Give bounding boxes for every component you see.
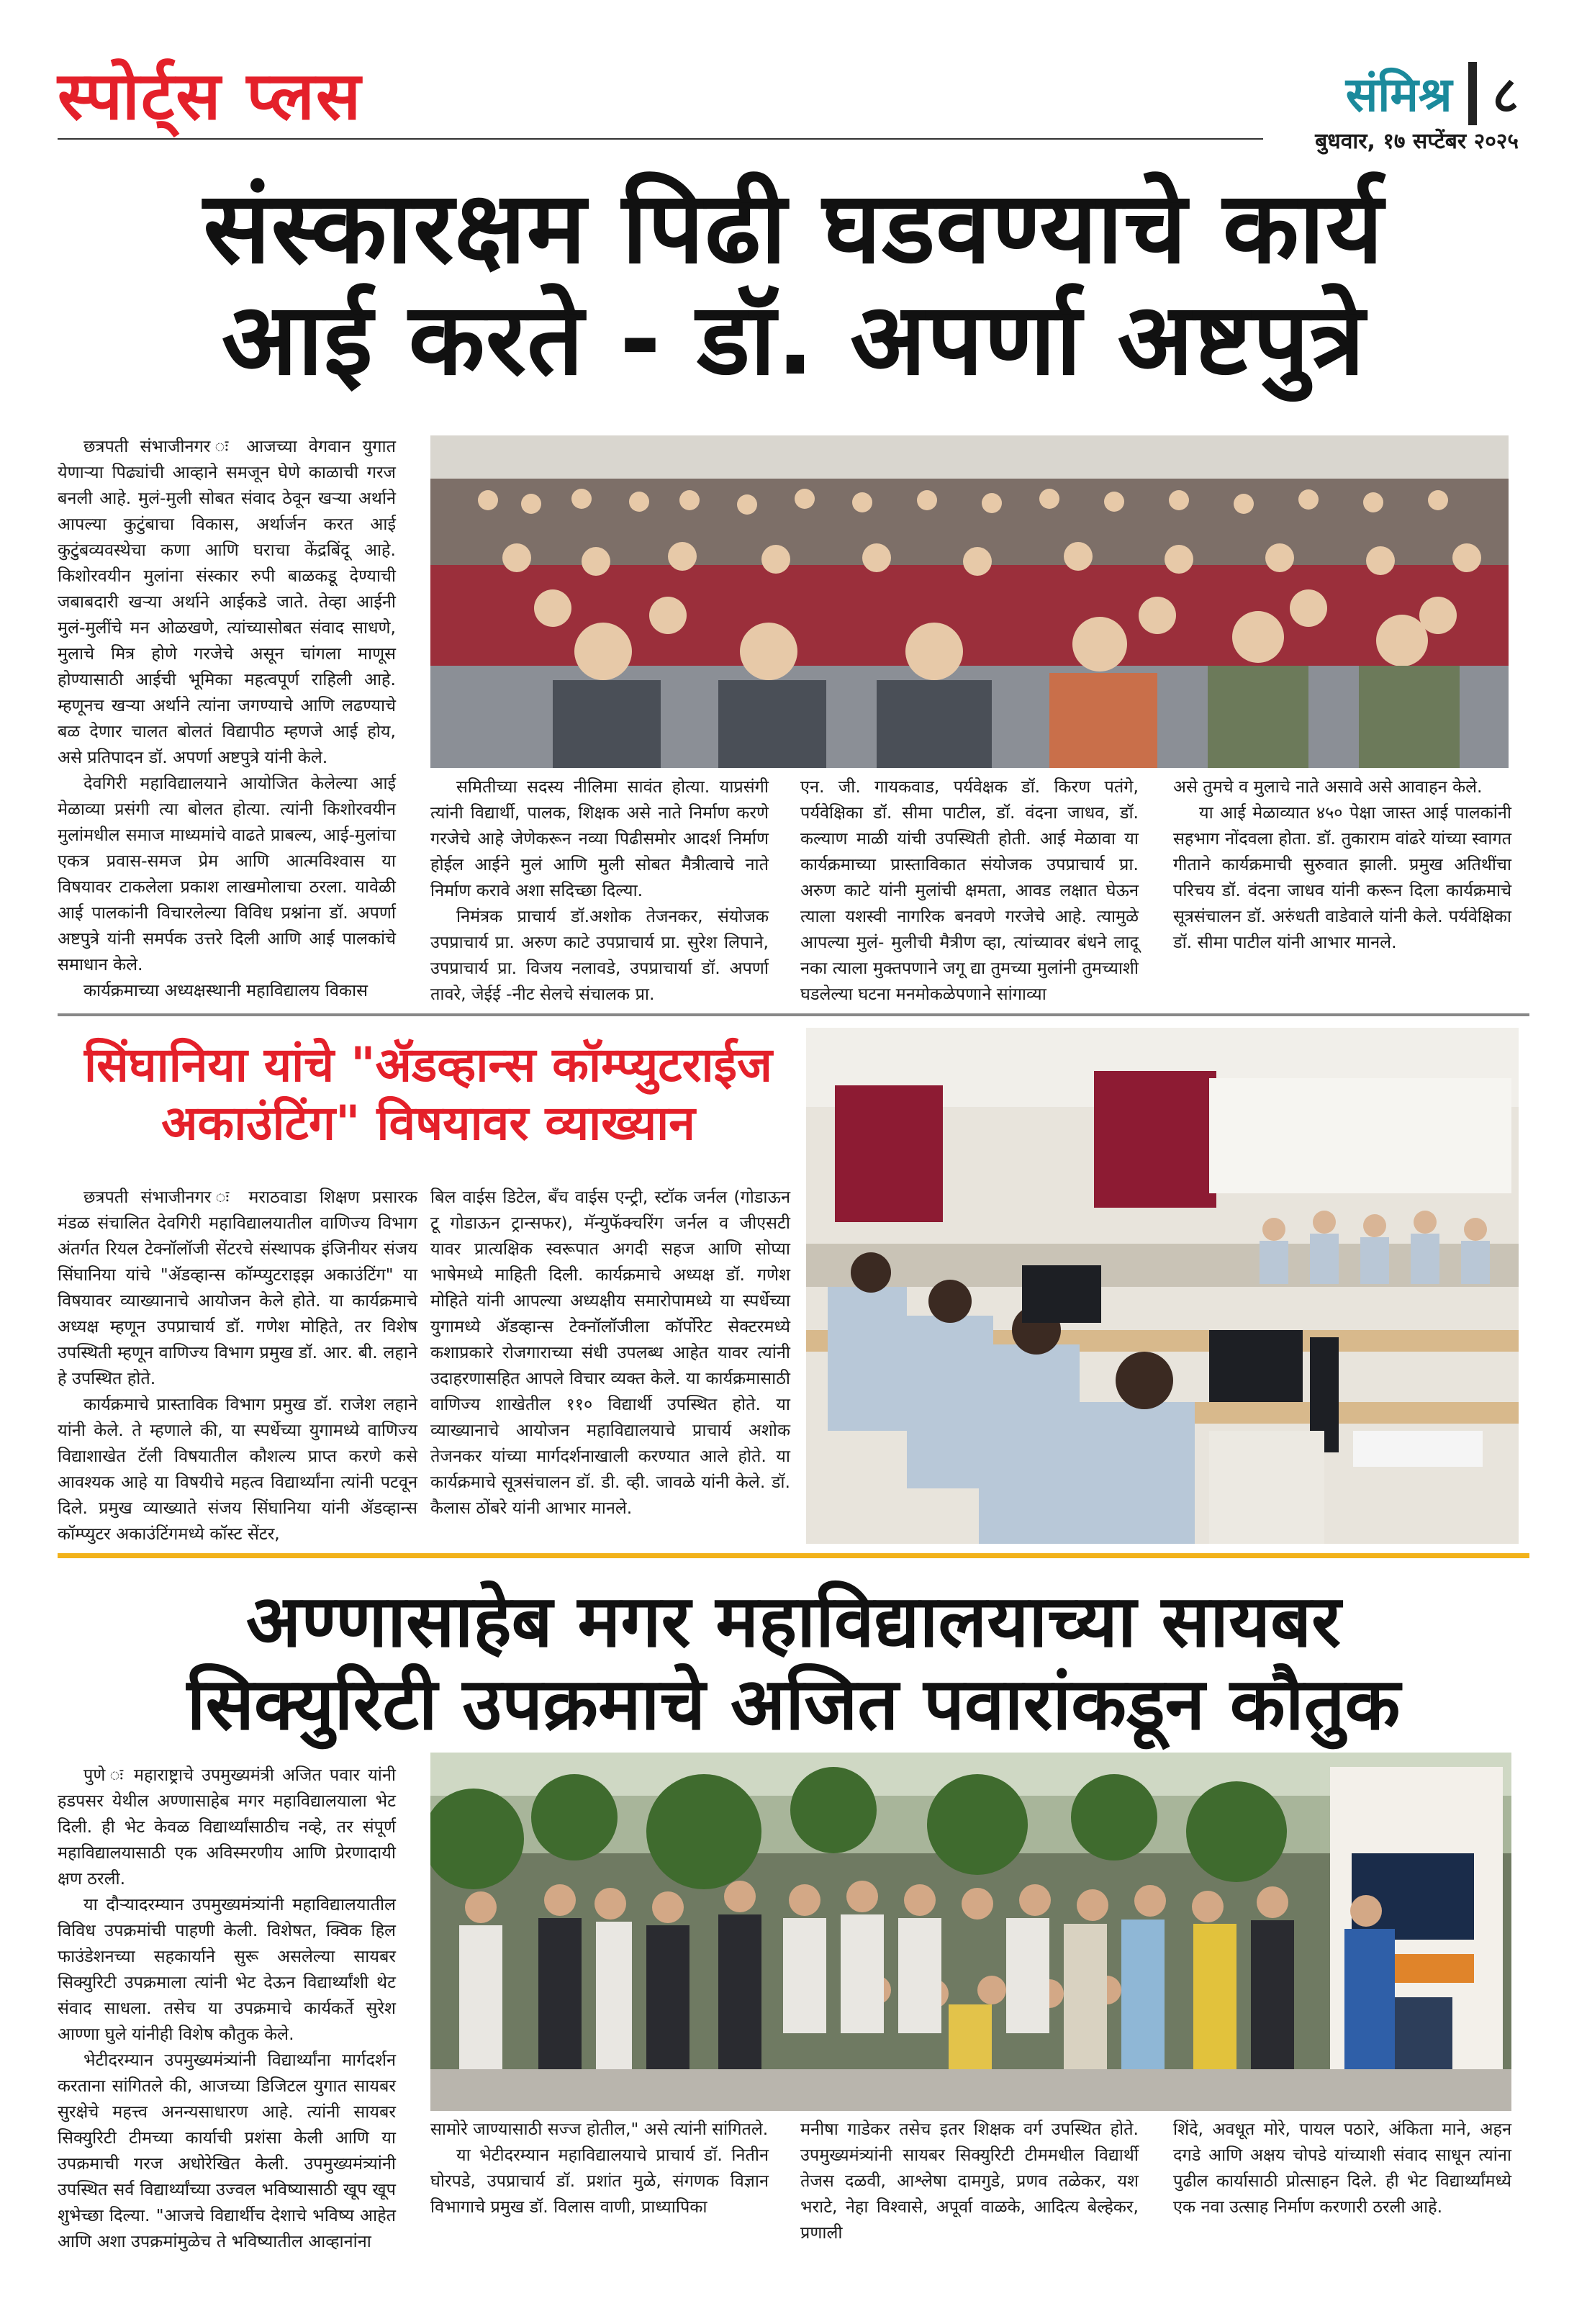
masthead-brand	[1346, 60, 1519, 130]
article2-column-1	[58, 1184, 417, 1547]
computer-lab-photo-illustration	[806, 1028, 1519, 1544]
article1-paragraph: समितीच्या सदस्य नीलिमा सावंत होत्या. याप्रसंगी त्यांनी विद्यार्थी, पालक, शिक्षक असे नाते निर्माण करणे गरजेचे आहे जेणेकरून नव्या पिढीसमोर आदर्श निर्माण होईल आईने मुलं आणि मुली सोबत मैत्रीत्वाचे नाते निर्माण करावे अशा सदिच्छा दिल्या.	[430, 777, 769, 900]
article1-paragraph: कार्यक्रमाच्या अध्यक्षस्थानी महाविद्यालय विकास	[83, 980, 368, 1000]
article1-paragraph: या आई मेळाव्यात ४५० पेक्षा जास्त आई पालकांनी सहभाग नोंदवला होता. डॉ. तुकाराम वांढरे यांच्या स्वागत गीताने कार्यक्रमाची सुरुवात झाली. प्रमुख अतिथींचा परिचय डॉ. वंदना जाधव यांनी करून दिला कार्यक्रमाचे सूत्रसंचालन डॉ. अरुंधती वाडेवाले यांनी केले. पर्यवेक्षिका डॉ. सीमा पाटील यांनी आभार मानले.	[1173, 802, 1511, 952]
article1-paragraph: निमंत्रक प्राचार्य डॉ.अशोक तेजनकर, संयोजक उपप्राचार्य प्रा. अरुण काटे उपप्राचार्य प्रा. सुरेश लिपाने, उपप्राचार्य प्रा. विजय नलावडे, उपप्राचार्या डॉ. अपर्णा तावरे, जेईई -नीट सेलचे संचालक प्रा.	[430, 906, 769, 1004]
article2-paragraph: कार्यक्रमाचे प्रास्ताविक विभाग प्रमुख डॉ. राजेश लहाने यांनी केले. ते म्हणाले की, या स्पर्धेच्या युगामध्ये वाणिज्य विद्याशाखेत टॅली विषयातील कौशल्य प्राप्त करणे कसे आवश्यक आहे या विषयीचे महत्व विद्यार्थ्यांना त्यांनी पटवून दिले. प्रमुख व्याख्याते संजय सिंघानिया यांनी ॲडव्हान्स कॉम्प्युटर अकाउंटिंगमध्ये कॉस्ट सेंटर,	[58, 1394, 417, 1544]
section-divider	[58, 1013, 1529, 1016]
article2-paragraph: बिल वाईस डिटेल, बँच वाईस एन्ट्री, स्टॉक जर्नल (गोडाऊन टू गोडाऊन ट्रान्सफर), मॅन्युफॅक्चरिंग जर्नल व जीएसटी यावर प्रात्यक्षिक स्वरूपात अगदी सहज आणि सोप्या भाषेमध्ये माहिती दिली. कार्यक्रमाचे अध्यक्ष डॉ. गणेश मोहिते यांनी आपल्या अध्यक्षीय समारोपामध्ये या स्पर्धेच्या युगामध्ये ॲडव्हान्स टेक्नॉलॉजीला कॉर्पोरेट सेक्टरमध्ये कशाप्रकारे रोजगाराच्या संधी उपलब्ध आहेत यावर त्यांनी उदाहरणासहित आपले विचार व्यक्त केले. या कार्यक्रमासाठी वाणिज्य शाखेतील ११० विद्यार्थी उपस्थित होते. या व्याख्यानाचे आयोजन महाविद्यालयाचे प्राचार्य अशोक तेजनकर यांच्या मार्गदर्शनाखाली करण्यात आले होते. या कार्यक्रमाचे सूत्रसंचालन डॉ. डी. व्ही. जावळे यांनी केले. डॉ. कैलास ठोंबरे यांनी आभार मानले.	[430, 1187, 790, 1518]
audience-photo-illustration	[430, 435, 1509, 768]
article3-headline-line1: अण्णासाहेब मगर महाविद्यालयाच्या सायबर	[245, 1579, 1342, 1663]
article3-paragraph: पुणे ः महाराष्ट्राचे उपमुख्यमंत्री अजित पवार यांनी हडपसर येथील अण्णासाहेब मगर महाविद्यालयाला भेट दिली. ही भेट केवळ विद्यार्थ्यांसाठीच नव्हे, तर संपूर्ण महाविद्यालयासाठी एक अविस्मरणीय आणि प्रेरणादायी क्षण ठरली.	[58, 1765, 396, 1889]
article2-headline-line1: सिंघानिया यांचे "ॲडव्हान्स कॉम्प्युटराईज	[83, 1037, 773, 1093]
brand-divider	[1468, 62, 1477, 128]
article1-paragraph: देवगिरी महाविद्यालयाने आयोजित केलेल्या आई मेळाव्या प्रसंगी त्या बोलत होत्या. त्यांनी किशोरवयीन मुलांमधील समाज माध्यमांचे वाढते प्राबल्य, आई-मुलांचा एकत्र प्रवास-समज प्रेम आणि आत्मविश्वास या विषयावर टाकलेला प्रकाश लाखमोलाचा ठरला. यावेळी आई पालकांनी विचारलेल्या विविध प्रश्नांना डॉ. अपर्णा अष्टपुत्रे यांनी समर्पक उत्तरे दिली आणि आई पालकांचे समाधान केले.	[58, 773, 396, 975]
article3-column-2	[430, 2116, 769, 2220]
article3-column-3	[800, 2116, 1139, 2246]
article3-column-4	[1173, 2116, 1511, 2220]
section-title: स्पोर्ट्स प्लस	[58, 58, 363, 135]
article2-headline-line2: अकाउंटिंग" विषयावर व्याख्यान	[161, 1095, 695, 1151]
article3-paragraph: शिंदे, अवधूत मोरे, पायल पठारे, अंकिता माने, अहन दगडे आणि अक्षय चोपडे यांच्याशी संवाद साधून त्यांना पुढील कार्यासाठी प्रोत्साहन दिले. ही भेट विद्यार्थ्यांमध्ये एक नवा उत्साह निर्माण करणारी ठरली आहे.	[1173, 2119, 1511, 2217]
issue-date: बुधवार, १७ सप्टेंबर २०२५	[1303, 125, 1519, 155]
page-number: ८	[1492, 65, 1519, 125]
brand-name: संमिश्र	[1345, 67, 1452, 122]
article1-photo-audience	[430, 435, 1509, 768]
article3-paragraph: मनीषा गाडेकर तसेच इतर शिक्षक वर्ग उपस्थित होते. उपमुख्यमंत्र्यांनी सायबर सिक्युरिटी टीममधील विद्यार्थी तेजस दळवी, आश्लेषा दामगुडे, प्रणव तळेकर, यश भराटे, नेहा विश्वासे, अपूर्वा वाळके, आदित्य बेल्हेकर, प्रणाली	[800, 2119, 1139, 2243]
article2-column-2	[430, 1184, 790, 1521]
article3-headline-line2: सिक्युरिटी उपक्रमाचे अजित पवारांकडून कौतुक	[186, 1662, 1401, 1746]
article3-headline	[58, 1580, 1529, 1745]
header-rule	[58, 138, 1263, 140]
article3-paragraph: सामोरे जाण्यासाठी सज्ज होतील," असे त्यांनी सांगितले.	[430, 2119, 769, 2139]
article1-paragraph: छत्रपती संभाजीनगर ः आजच्या वेगवान युगात येणाऱ्या पिढ्यांची आव्हाने समजून घेणे काळाची गरज बनली आहे. मुलं-मुली सोबत संवाद ठेवून खऱ्या अर्थाने आपल्या कुटुंबाचा विकास, अर्थार्जन करत आई कुटुंबव्यवस्थेचा कणा आणि घराचा केंद्रबिंदू आहे. किशोरवयीन मुलांना संस्कार रुपी बाळकडू देण्याची जबाबदारी खऱ्या अर्थाने आईकडे जाते. तेव्हा आईनी मुलं-मुलींचे मन ओळखणे, त्यांच्यासोबत संवाद साधणे, मुलाचे मित्र होणे गरजेचे असून चांगला माणूस होण्यासाठी आईची भूमिका महत्वपूर्ण राहिली आहे. म्हणूनच खऱ्या अर्थाने त्यांना जगण्याचे आणि लढण्याचे बळ देणार चालत बोलतं विद्यापीठ म्हणजे आई होय, असे प्रतिपादन डॉ. अपर्णा अष्टपुत्रे यांनी केले.	[58, 436, 396, 767]
article1-column-4	[1173, 774, 1511, 955]
article1-headline-line1: संस्कारक्षम पिढी घडवण्याचे कार्य	[203, 170, 1384, 286]
article1-paragraph: असे तुमचे व मुलाचे नाते असावे असे आवाहन केले.	[1173, 777, 1483, 797]
article1-column-3	[800, 774, 1139, 1007]
article1-column-1	[58, 433, 396, 1003]
article2-paragraph: छत्रपती संभाजीनगर ः मराठवाडा शिक्षण प्रसारक मंडळ संचालित देवगिरी महाविद्यालयातील वाणिज्य विभाग अंतर्गत रियल टेक्नॉलॉजी सेंटरचे संस्थापक इंजिनीयर संजय सिंघानिया यांचे "ॲडव्हान्स कॉम्प्युटराइझ अकाउंटिंग" या विषयावर व्याख्यानाचे आयोजन केले होते. या कार्यक्रमाचे अध्यक्ष म्हणून उपप्राचार्य डॉ. गणेश मोहिते, तर विशेष उपस्थिती म्हणून वाणिज्य विभाग प्रमुख डॉ. आर. बी. लहाने हे उपस्थित होते.	[58, 1187, 417, 1388]
article2-photo-computer-lab	[806, 1028, 1519, 1544]
group-photo-illustration	[430, 1753, 1511, 2111]
article1-headline	[58, 170, 1529, 397]
article3-column-1	[58, 1762, 396, 2254]
article3-paragraph: भेटीदरम्यान उपमुख्यमंत्र्यांनी विद्यार्थ्यांना मार्गदर्शन करताना सांगितले की, आजच्या डिजिटल युगात सायबर सुरक्षेचे महत्त्व अनन्यसाधारण आहे. त्यांनी सायबर सिक्युरिटी टीमच्या कार्याची प्रशंसा केली आणि या उपक्रमाची गरज अधोरेखित केली. उपमुख्यमंत्र्यांनी उपस्थित सर्व विद्यार्थ्यांच्या उज्वल भविष्यासाठी खूप खूप शुभेच्छा दिल्या. "आजचे विद्यार्थीच देशाचे भविष्य आहेत आणि अशा उपक्रमांमुळेच ते भविष्यातील आव्हानांना	[58, 2050, 396, 2251]
section-divider-accent	[58, 1553, 1529, 1558]
article3-photo-group	[430, 1753, 1511, 2111]
article2-headline	[65, 1036, 792, 1152]
article3-paragraph: या भेटीदरम्यान महाविद्यालयाचे प्राचार्य डॉ. नितीन घोरपडे, उपप्राचार्य डॉ. प्रशांत मुळे, संगणक विज्ञान विभागाचे प्रमुख डॉ. विलास वाणी, प्राध्यापिका	[430, 2145, 769, 2217]
article3-paragraph: या दौऱ्यादरम्यान उपमुख्यमंत्र्यांनी महाविद्यालयातील विविध उपक्रमांची पाहणी केली. विशेषत, क्विक हिल फाउंडेशनच्या सहकार्याने सुरू असलेल्या सायबर सिक्युरिटी उपक्रमाला त्यांनी भेट देऊन विद्यार्थ्यांशी थेट संवाद साधला. तसेच या उपक्रमाचे कार्यकर्ते सुरेश आण्णा घुले यांनीही विशेष कौतुक केले.	[58, 1894, 396, 2044]
article1-paragraph: एन. जी. गायकवाड, पर्यवेक्षक डॉ. किरण पतंगे, पर्यवेक्षिका डॉ. सीमा पाटील, डॉ. वंदना जाधव, डॉ. कल्याण माळी यांची उपस्थिती होती. आई मेळावा या कार्यक्रमाच्या प्रास्ताविकात संयोजक उपप्राचार्य प्रा. अरुण काटे यांनी मुलांची क्षमता, आवड लक्षात घेऊन त्याला यशस्वी नागरिक बनवणे गरजेचे आहे. त्यामुळे आपल्या मुलं- मुलीची मैत्रीण व्हा, त्यांच्यावर बंधने लादू नका त्याला मुक्तपणाने जगू द्या तुमच्या मुलांनी तुमच्याशी घडलेल्या घटना मनमोकळेपणाने सांगाव्या	[800, 777, 1139, 1004]
article1-headline-line2: आई करते - डॉ. अपर्णा अष्टपुत्रे	[221, 281, 1366, 397]
article1-column-2	[430, 774, 769, 1007]
